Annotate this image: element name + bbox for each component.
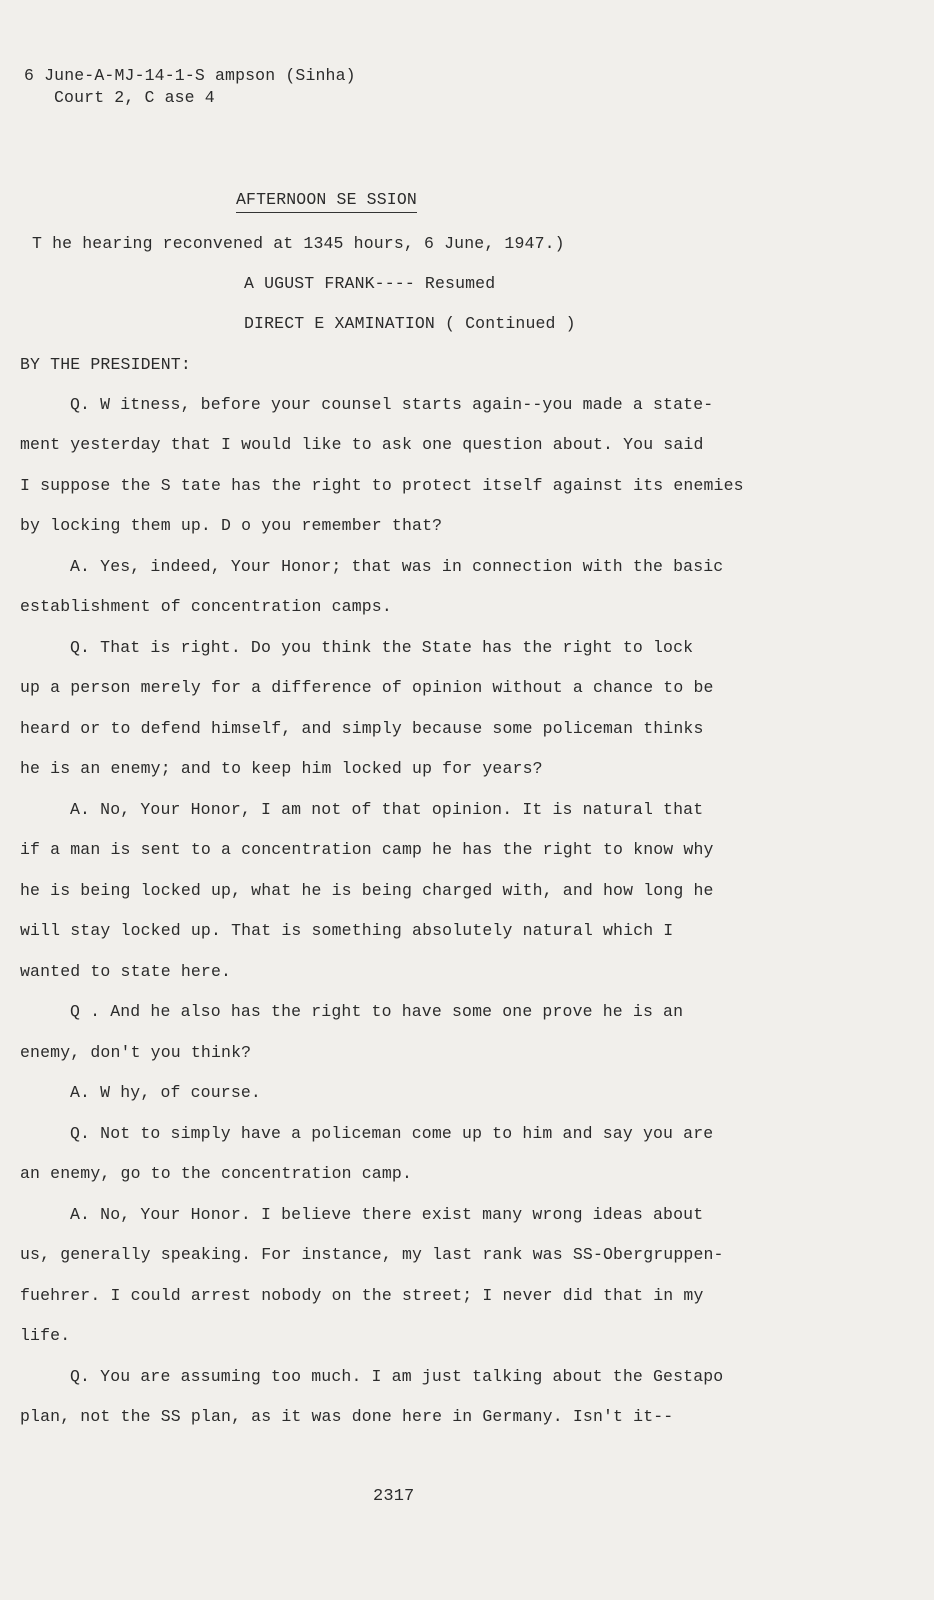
transcript-line: enemy, don't you think? xyxy=(20,1043,252,1062)
reconvened-line: T he hearing reconvened at 1345 hours, 6 June, 1947.) xyxy=(32,234,565,253)
transcript-line: us, generally speaking. For instance, my last rank was SS-Obergruppen- xyxy=(20,1245,724,1264)
transcript-line: up a person merely for a difference of opinion without a chance to be xyxy=(20,678,714,697)
transcript-line: fuehrer. I could arrest nobody on the street; I never did that in my xyxy=(20,1286,704,1305)
transcript-line: ment yesterday that I would like to ask one question about. You said xyxy=(20,435,704,454)
examiner-line: BY THE PRESIDENT: xyxy=(20,355,191,374)
transcript-line: he is being locked up, what he is being charged with, and how long he xyxy=(20,881,714,900)
transcript-line: Q. W itness, before your counsel starts again--you made a state- xyxy=(70,395,714,414)
transcript-line: Q . And he also has the right to have some one prove he is an xyxy=(70,1002,684,1021)
transcript-line: he is an enemy; and to keep him locked up for years? xyxy=(20,759,543,778)
transcript-line: A. Yes, indeed, Your Honor; that was in connection with the basic xyxy=(70,557,724,576)
transcript-line: will stay locked up. That is something absolutely natural which I xyxy=(20,921,674,940)
transcript-line: A. No, Your Honor. I believe there exist many wrong ideas about xyxy=(70,1205,704,1224)
transcript-line: life. xyxy=(20,1326,71,1345)
transcript-line: I suppose the S tate has the right to protect itself against its enemies xyxy=(20,476,744,495)
header-line-2: Court 2, C ase 4 xyxy=(54,88,215,107)
header-line-1: 6 June-A-MJ-14-1-S ampson (Sinha) xyxy=(24,66,356,85)
transcript-line: A. No, Your Honor, I am not of that opinion. It is natural that xyxy=(70,800,704,819)
page-number: 2317 xyxy=(373,1487,415,1506)
transcript-line: wanted to state here. xyxy=(20,962,232,981)
witness-line: A UGUST FRANK---- Resumed xyxy=(244,274,496,293)
transcript-line: an enemy, go to the concentration camp. xyxy=(20,1164,413,1183)
transcript-line: if a man is sent to a concentration camp he has the right to know why xyxy=(20,840,714,859)
transcript-line: A. W hy, of course. xyxy=(70,1083,261,1102)
transcript-line: Q. That is right. Do you think the State has the right to lock xyxy=(70,638,694,657)
transcript-line: Q. You are assuming too much. I am just talking about the Gestapo xyxy=(70,1367,724,1386)
session-title: AFTERNOON SE SSION xyxy=(236,190,417,213)
transcript-line: Q. Not to simply have a policeman come up to him and say you are xyxy=(70,1124,714,1143)
transcript-line: establishment of concentration camps. xyxy=(20,597,392,616)
transcript-line: plan, not the SS plan, as it was done here in Germany. Isn't it-- xyxy=(20,1407,674,1426)
transcript-line: by locking them up. D o you remember that? xyxy=(20,516,443,535)
transcript-line: heard or to defend himself, and simply because some policeman thinks xyxy=(20,719,704,738)
examination-heading: DIRECT E XAMINATION ( Continued ) xyxy=(244,314,576,333)
